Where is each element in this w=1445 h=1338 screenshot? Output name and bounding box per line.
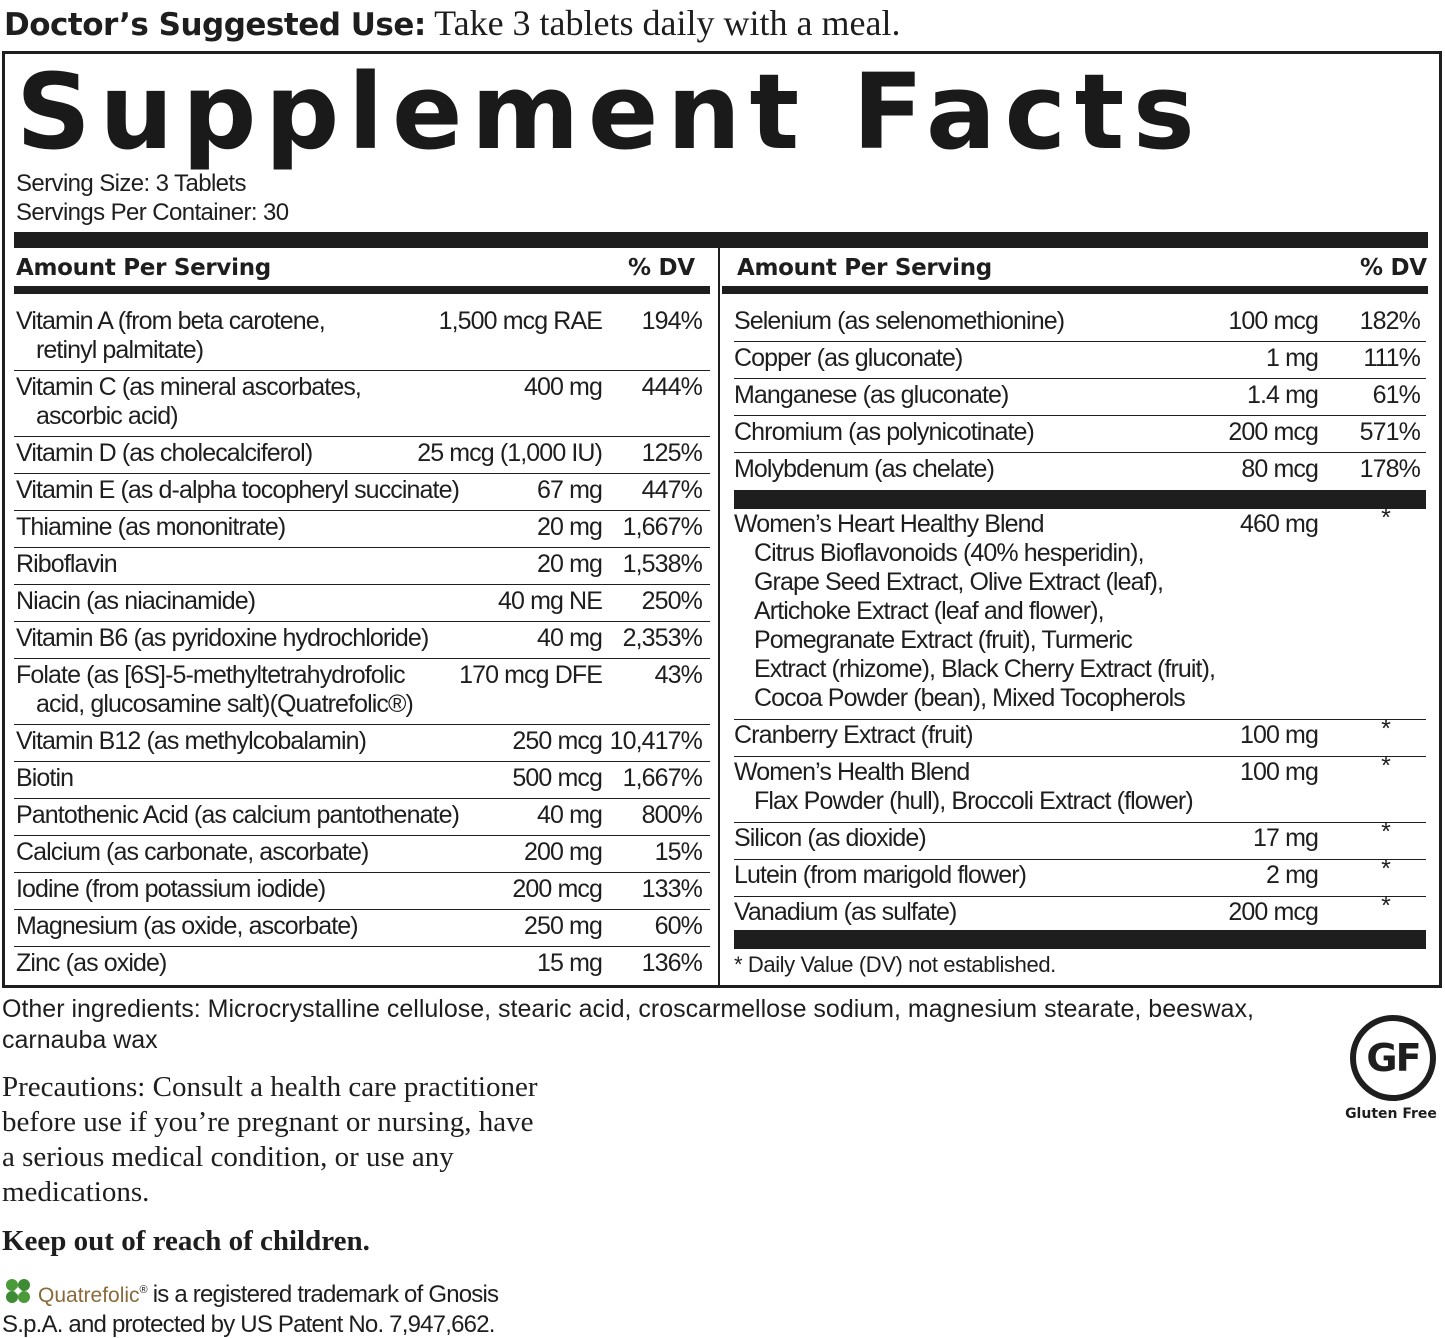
nutrient-dv: 194% <box>641 307 702 335</box>
nutrient-name <box>734 307 1064 336</box>
nutrient-name-line: Pantothenic Acid (as calcium pantothenate) <box>16 801 460 829</box>
clover-logo-icon <box>2 1277 36 1307</box>
nutrient-name <box>16 801 459 830</box>
nutrient-name-line: Cranberry Extract (fruit) <box>734 721 973 749</box>
nutrient-dv: 178% <box>1359 455 1420 483</box>
right-header-dv: % DV <box>1360 255 1427 281</box>
nutrient-name <box>16 307 325 365</box>
nutrient-dv: 133% <box>641 875 702 903</box>
nutrient-dv: 136% <box>641 949 702 977</box>
nutrient-dv: 125% <box>641 439 702 467</box>
nutrient-name <box>16 912 358 941</box>
nutrient-name <box>16 661 413 719</box>
nutrient-amount: 20 mg <box>537 513 602 541</box>
dv-footnote: * Daily Value (DV) not established. <box>734 952 1056 977</box>
servings-per-container: Servings Per Container: 30 <box>16 199 289 226</box>
nutrient-dv: * <box>1381 892 1390 920</box>
nutrient-dv: * <box>1381 818 1390 846</box>
section-bar-end <box>734 930 1426 949</box>
nutrient-amount: 40 mg <box>537 801 602 829</box>
nutrient-row <box>14 585 710 622</box>
nutrient-amount: 200 mcg <box>1228 418 1318 446</box>
nutrient-name-line: Zinc (as oxide) <box>16 949 167 977</box>
nutrient-amount: 200 mg <box>524 838 602 866</box>
nutrient-dv: 800% <box>641 801 702 829</box>
nutrient-row <box>734 305 1426 342</box>
nutrient-row <box>734 818 1426 860</box>
nutrient-name <box>734 381 1008 410</box>
nutrient-amount: 40 mg <box>537 624 602 652</box>
nutrient-dv: 2,353% <box>622 624 702 652</box>
nutrient-row <box>14 659 710 725</box>
nutrient-name <box>734 455 994 484</box>
nutrient-amount: 20 mg <box>537 550 602 578</box>
nutrient-name-line: Cocoa Powder (bean), Mixed Tocopherols <box>754 684 1185 712</box>
nutrient-row <box>14 725 710 762</box>
nutrient-amount: 1,500 mcg RAE <box>438 307 602 335</box>
other-ingredients: Other ingredients: Microcrystalline cellulose, stearic acid, croscarmellose sodium, magnesium stearate, beeswax, carnauba wax <box>2 995 1254 1054</box>
nutrient-name-line: Chromium (as polynicotinate) <box>734 418 1034 446</box>
nutrient-name <box>16 587 255 616</box>
left-header-dv: % DV <box>628 255 695 281</box>
precautions: Precautions: Consult a health care practitioner before use if you’re pregnant or nursing, have a serious medical condition, or use any medications. <box>2 1071 538 1208</box>
nutrient-name-line: Biotin <box>16 764 74 792</box>
nutrient-name-line: Vitamin A (from beta carotene, <box>16 307 325 335</box>
nutrient-name-line: retinyl palmitate) <box>36 336 204 364</box>
nutrient-name-line: Calcium (as carbonate, ascorbate) <box>16 838 369 866</box>
nutrient-row <box>14 622 710 659</box>
suggested-use-label: Doctor’s Suggested Use: <box>4 7 426 43</box>
nutrient-name-line: Women’s Health Blend <box>734 758 970 786</box>
nutrient-row <box>14 947 710 984</box>
nutrient-amount: 400 mg <box>524 373 602 401</box>
gf-icon: GF <box>1350 1015 1436 1101</box>
nutrient-row <box>14 474 710 511</box>
nutrient-row <box>14 548 710 585</box>
nutrient-name <box>16 875 325 904</box>
nutrient-name-line: Copper (as gluconate) <box>734 344 963 372</box>
nutrient-row <box>734 342 1426 379</box>
nutrient-name-line: Vitamin E (as d-alpha tocopheryl succinate) <box>16 476 460 504</box>
nutrient-name-line: Niacin (as niacinamide) <box>16 587 256 615</box>
nutrient-name <box>16 513 285 542</box>
nutrient-name <box>16 439 312 468</box>
nutrient-amount: 17 mg <box>1253 824 1318 852</box>
nutrient-row <box>14 511 710 548</box>
nutrient-row <box>734 892 1426 934</box>
nutrient-row <box>734 752 1426 823</box>
left-header-amount: Amount Per Serving <box>16 255 271 281</box>
nutrient-amount: 67 mg <box>537 476 602 504</box>
nutrient-amount: 200 mcg <box>1228 898 1318 926</box>
nutrient-name <box>734 898 956 927</box>
nutrient-row <box>14 437 710 474</box>
nutrient-dv: 182% <box>1359 307 1420 335</box>
nutrient-row <box>14 305 710 371</box>
nutrient-row <box>734 379 1426 416</box>
left-header-rule <box>14 286 710 294</box>
nutrient-name <box>16 550 117 579</box>
nutrient-name-line: Riboflavin <box>16 550 117 578</box>
nutrient-dv: 571% <box>1359 418 1420 446</box>
column-divider <box>718 248 720 986</box>
brand-name: Quatrefolic <box>38 1284 140 1307</box>
nutrient-amount: 100 mg <box>1240 758 1318 786</box>
nutrient-name-line: Grape Seed Extract, Olive Extract (leaf), <box>754 568 1164 596</box>
nutrient-name <box>16 949 166 978</box>
gluten-free-caption: Gluten Free <box>1345 1106 1437 1122</box>
nutrient-name-line: Artichoke Extract (leaf and flower), <box>754 597 1104 625</box>
nutrient-amount: 1.4 mg <box>1246 381 1318 409</box>
nutrient-dv: 61% <box>1372 381 1420 409</box>
thick-divider <box>14 232 1428 248</box>
brand-mark: ® <box>139 1284 147 1296</box>
serving-size: Serving Size: 3 Tablets <box>16 170 246 197</box>
nutrient-name <box>16 764 73 793</box>
nutrient-name-line: Extract (rhizome), Black Cherry Extract (fruit), <box>754 655 1216 683</box>
nutrient-name <box>16 838 368 867</box>
nutrient-name <box>16 373 361 431</box>
nutrient-name <box>734 510 1215 713</box>
nutrient-name <box>16 624 428 653</box>
nutrient-row <box>734 453 1426 490</box>
nutrient-amount: 40 mg NE <box>498 587 602 615</box>
nutrient-name-line: Vanadium (as sulfate) <box>734 898 957 926</box>
nutrient-name-line: Flax Powder (hull), Broccoli Extract (flower) <box>754 787 1193 815</box>
nutrient-name-line: Silicon (as dioxide) <box>734 824 926 852</box>
nutrient-dv: * <box>1381 715 1390 743</box>
nutrient-name <box>16 476 459 505</box>
nutrient-amount: 100 mcg <box>1228 307 1318 335</box>
nutrient-amount: 15 mg <box>537 949 602 977</box>
nutrient-name-line: Lutein (from marigold flower) <box>734 861 1027 889</box>
nutrient-row <box>734 715 1426 757</box>
nutrient-amount: 500 mcg <box>512 764 602 792</box>
nutrient-name <box>734 861 1026 890</box>
nutrient-amount: 25 mcg (1,000 IU) <box>417 439 602 467</box>
nutrient-name-line: Pomegranate Extract (fruit), Turmeric <box>754 626 1132 654</box>
nutrient-name-line: Vitamin B12 (as methylcobalamin) <box>16 727 367 755</box>
nutrient-dv: 1,667% <box>622 513 702 541</box>
nutrient-row <box>14 873 710 910</box>
right-header-rule <box>722 286 1428 294</box>
nutrient-name-line: ascorbic acid) <box>36 402 178 430</box>
nutrient-amount: 170 mcg DFE <box>459 661 602 689</box>
nutrient-dv: 10,417% <box>609 727 702 755</box>
nutrient-name-line: Women’s Heart Healthy Blend <box>734 510 1044 538</box>
nutrient-dv: * <box>1381 752 1390 780</box>
nutrient-row <box>14 910 710 947</box>
nutrient-name <box>734 418 1034 447</box>
nutrient-amount: 1 mg <box>1266 344 1318 372</box>
nutrient-row <box>14 836 710 873</box>
nutrient-dv: 43% <box>654 661 702 689</box>
nutrient-dv: 447% <box>641 476 702 504</box>
nutrient-name-line: Thiamine (as mononitrate) <box>16 513 286 541</box>
nutrient-amount: 250 mcg <box>512 727 602 755</box>
nutrient-dv: 444% <box>641 373 702 401</box>
nutrient-name <box>16 727 366 756</box>
nutrient-row <box>14 799 710 836</box>
nutrient-name <box>734 758 1193 816</box>
facts-title: Supplement Facts <box>16 51 1204 173</box>
nutrient-name-line: Iodine (from potassium iodide) <box>16 875 326 903</box>
nutrient-name <box>734 824 926 853</box>
gluten-free-badge <box>1345 1015 1438 1123</box>
nutrient-dv: 60% <box>654 912 702 940</box>
nutrient-dv: 1,538% <box>622 550 702 578</box>
nutrient-name-line: Molybdenum (as chelate) <box>734 455 994 483</box>
nutrient-name-line: Magnesium (as oxide, ascorbate) <box>16 912 358 940</box>
nutrient-name <box>734 344 962 373</box>
nutrient-row <box>14 371 710 437</box>
nutrient-dv: 15% <box>654 838 702 866</box>
nutrient-amount: 460 mg <box>1240 510 1318 538</box>
nutrient-dv: 250% <box>641 587 702 615</box>
nutrient-amount: 250 mg <box>524 912 602 940</box>
keep-out-warning: Keep out of reach of children. <box>2 1225 370 1257</box>
nutrient-name <box>734 721 973 750</box>
nutrient-dv: 1,667% <box>622 764 702 792</box>
nutrient-row <box>734 416 1426 453</box>
nutrient-dv: * <box>1381 504 1390 532</box>
nutrient-amount: 100 mg <box>1240 721 1318 749</box>
nutrient-row <box>734 855 1426 897</box>
trademark-text: is a registered trademark of Gnosis S.p.A. and protected by US Patent No. 7,947,662. <box>2 1281 499 1338</box>
nutrient-name-line: acid, glucosamine salt)(Quatrefolic®) <box>36 690 413 718</box>
nutrient-name-line: Folate (as [6S]-5-methyltetrahydrofolic <box>16 661 405 689</box>
nutrient-amount: 200 mcg <box>512 875 602 903</box>
trademark-notice <box>2 1276 542 1338</box>
nutrient-name-line: Vitamin C (as mineral ascorbates, <box>16 373 361 401</box>
nutrient-name-line: Citrus Bioflavonoids (40% hesperidin), <box>754 539 1144 567</box>
nutrient-name-line: Vitamin B6 (as pyridoxine hydrochloride) <box>16 624 429 652</box>
nutrient-name-line: Vitamin D (as cholecalciferol) <box>16 439 313 467</box>
nutrient-row <box>734 504 1426 720</box>
nutrient-amount: 80 mcg <box>1241 455 1318 483</box>
right-header-amount: Amount Per Serving <box>737 255 992 281</box>
suggested-use <box>4 2 900 46</box>
section-bar-blends <box>734 490 1426 509</box>
nutrient-dv: * <box>1381 855 1390 883</box>
nutrient-amount: 2 mg <box>1266 861 1318 889</box>
suggested-use-text: Take 3 tablets daily with a meal. <box>425 3 901 43</box>
nutrient-name-line: Manganese (as gluconate) <box>734 381 1009 409</box>
nutrient-dv: 111% <box>1363 344 1420 372</box>
nutrient-row <box>14 762 710 799</box>
nutrient-name-line: Selenium (as selenomethionine) <box>734 307 1065 335</box>
